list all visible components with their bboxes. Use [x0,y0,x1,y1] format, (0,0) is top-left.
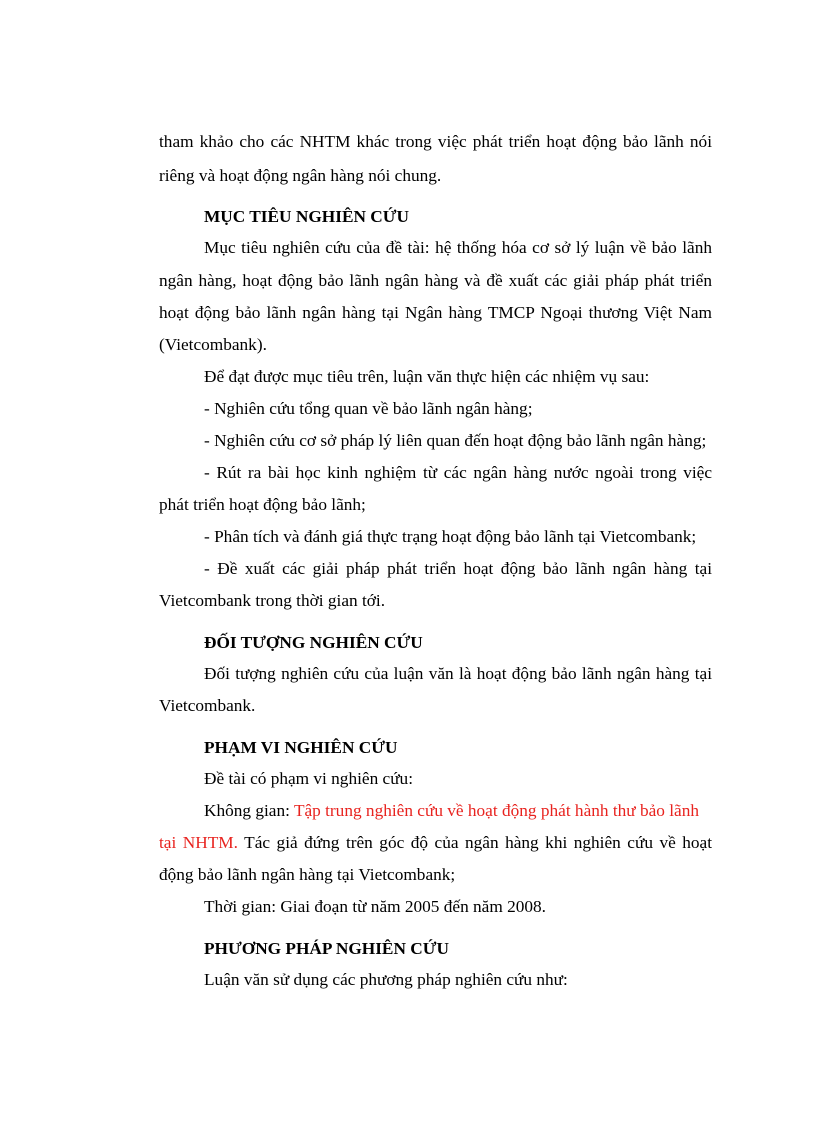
task-1: - Nghiên cứu tổng quan về bảo lãnh ngân hàng; [204,399,533,418]
task-5-line-2: Vietcombank trong thời gian tới. [159,591,386,610]
subject-line-2: Vietcombank. [159,696,256,715]
subject-line-1: Đối tượng nghiên cứu của luận văn là hoạt động bảo lãnh ngân hàng tại [204,664,712,683]
methods-heading: PHƯƠNG PHÁP NGHIÊN CỨU [204,939,449,958]
objectives-p1-line-2: ngân hàng, hoạt động bảo lãnh ngân hàng và đề xuất các giải pháp phát triển [159,271,712,290]
objectives-p1-line-1: Mục tiêu nghiên cứu của đề tài: hệ thống hóa cơ sở lý luận về bảo lãnh [204,238,712,257]
objectives-p2: Để đạt được mục tiêu trên, luận văn thực hiện các nhiệm vụ sau: [204,367,650,386]
task-4: - Phân tích và đánh giá thực trạng hoạt động bảo lãnh tại Vietcombank; [204,527,697,546]
scope-space-line-2 [159,832,712,854]
methods-line-1: Luận văn sử dụng các phương pháp nghiên cứu như: [204,970,568,989]
objectives-p1-line-3: hoạt động bảo lãnh ngân hàng tại Ngân hàng TMCP Ngoại thương Việt Nam [159,303,712,322]
task-3-line-1: - Rút ra bài học kinh nghiệm từ các ngân hàng nước ngoài trong việc [204,463,712,482]
scope-space-highlight-2: tại NHTM. [159,833,238,852]
subject-heading: ĐỐI TƯỢNG NGHIÊN CỨU [204,633,423,652]
task-5-line-1: - Đề xuất các giải pháp phát triển hoạt động bảo lãnh ngân hàng tại [204,559,712,578]
scope-space-highlight-1: Tập trung nghiên cứu về hoạt động phát hành thư bảo lãnh [293,801,700,820]
intro-line-2: riêng và hoạt động ngân hàng nói chung. [159,166,442,185]
scope-heading: PHẠM VI NGHIÊN CỨU [204,738,398,757]
intro-line-1: tham khảo cho các NHTM khác trong việc phát triển hoạt động bảo lãnh nói [159,132,712,151]
objectives-heading: MỤC TIÊU NGHIÊN CỨU [204,207,409,226]
task-2: - Nghiên cứu cơ sở pháp lý liên quan đến hoạt động bảo lãnh ngân hàng; [204,431,707,450]
task-3-line-2: phát triển hoạt động bảo lãnh; [159,495,366,514]
scope-space-label: Không gian: [204,801,294,820]
scope-time: Thời gian: Giai đoạn từ năm 2005 đến năm 2008. [204,897,546,916]
scope-space-line-1 [204,800,712,822]
scope-intro: Đề tài có phạm vi nghiên cứu: [204,769,414,788]
objectives-p1-line-4: (Vietcombank). [159,335,267,354]
scope-space-rest: Tác giả đứng trên góc độ của ngân hàng khi nghiên cứu về hoạt [237,833,713,852]
scope-space-line-3: động bảo lãnh ngân hàng tại Vietcombank; [159,865,456,884]
